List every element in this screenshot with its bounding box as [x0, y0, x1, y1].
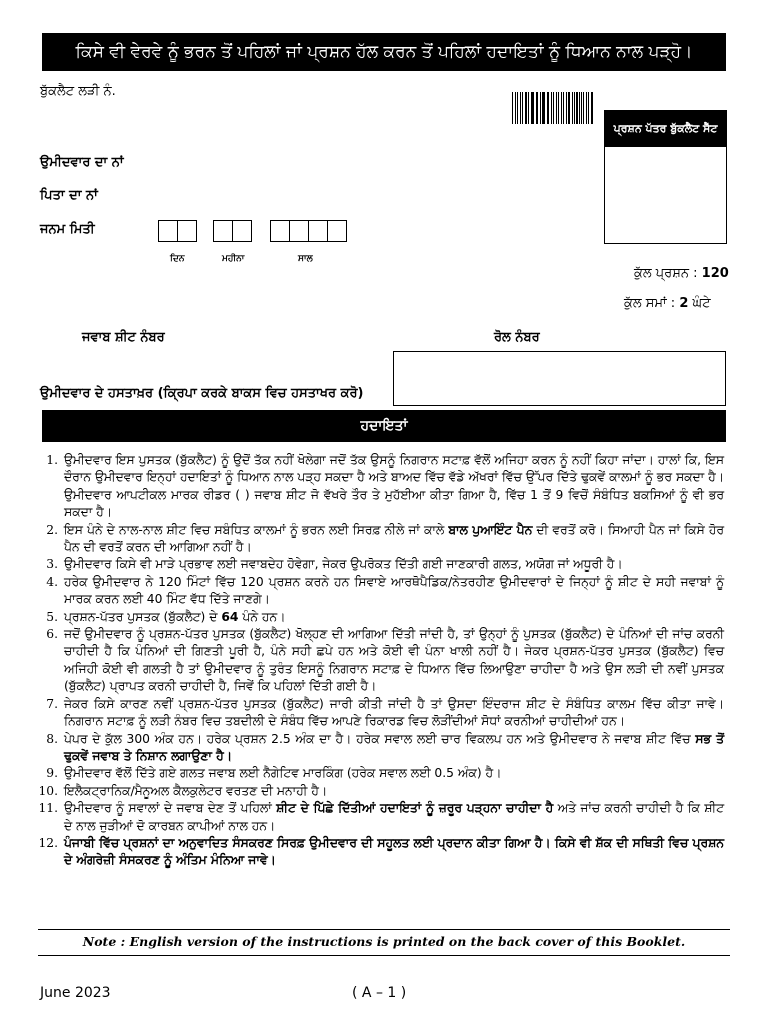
- instruction-number: 4.: [46, 574, 58, 589]
- barcode-bar: [525, 92, 527, 124]
- instruction-text-main: ਜਦੋਂ ਉਮੀਦਵਾਰ ਨੂੰ ਪ੍ਰਸ਼ਨ-ਪੱਤਰ ਪੁਸਤਕ (ਬੁੱਕਲੈਟ) ਖੋਲ੍ਹਣ ਦੀ ਆਗਿਆ ਦਿੱਤੀ ਜਾਂਦੀ ਹੈ, ਤਾਂ ਉਨ੍ਹਾਂ ਨੂੰ ਪੁਸਤਕ (ਬੁੱਕਲੈਟ) ਦੇ ਪੰਨਿਆਂ ਦੀ ਜਾਂਚ ਕਰਨੀ ਚਾਹੀਦੀ ਹੈ ਕਿ ਪੰਨਿਆਂ ਦੀ ਗਿਣਤੀ ਪੂਰੀ ਹੈ, ਪੰਨੇ ਸਹੀ ਛਪੇ ਹਨ ਅਤੇ ਕੋਈ ਵੀ ਪੰਨਾ ਖਾਲੀ ਨਹੀਂ ਹੈ। ਜੇਕਰ ਪ੍ਰਸ਼ਨ-ਪੱਤਰ ਪੁਸਤਕ (ਬੁੱਕਲੈਟ) ਵਿਚ ਅਜਿਹੀ ਕੋਈ ਵੀ ਗਲਤੀ ਹੈ ਤਾਂ ਉਮੀਦਵਾਰ ਨੂੰ ਤੁਰੰਤ ਇਸਨੂੰ ਨਿਗਰਾਨ ਸਟਾਫ਼ ਦੇ ਧਿਆਨ ਵਿੱਚ ਲਿਆਉਣਾ ਚਾਹੀਦਾ ਹੈ ਅਤੇ ਉਸ ਲੜੀ ਦੀ ਨਵੀਂ ਪੁਸਤਕ (ਬੁੱਕਲੈਟ) ਪ੍ਰਾਪਤ ਕਰਨੀ ਚਾਹੀਦੀ ਹੈ, ਜਿਵੇਂ ਕਿ ਪਹਿਲਾਂ ਦਿੱਤੀ ਗਈ ਹੈ।: [64, 627, 724, 694]
- barcode: [512, 92, 594, 124]
- barcode-bar: [574, 92, 575, 124]
- instruction-item: [34, 800, 724, 835]
- barcode-bar: [556, 92, 557, 124]
- instruction-item: [34, 574, 724, 609]
- instruction-text: [64, 696, 724, 731]
- instruction-text-bold: ਸ਼ੀਟ ਦੇ ਪਿੱਛੇ ਦਿੱਤੀਆਂ ਹਦਾਇਤਾਂ ਨੂੰ ਜ਼ਰੂਰ ਪੜ੍ਹਨਾ ਚਾਹੀਦਾ ਹੈ: [276, 801, 554, 816]
- barcode-bar: [591, 92, 593, 124]
- note-top-rule: [38, 929, 730, 930]
- instruction-number: 9.: [46, 766, 58, 781]
- instruction-item: [34, 609, 724, 626]
- instruction-number: 6.: [46, 627, 58, 642]
- total-time: [624, 296, 711, 311]
- instruction-text-main: ਉਮੀਦਵਾਰ ਵੱਲੋਂ ਦਿੱਤੇ ਗਏ ਗਲਤ ਜਵਾਬ ਲਈ ਨੈਗੇਟਿਵ ਮਾਰਕਿੰਗ (ਹਰੇਕ ਸਵਾਲ ਲਈ 0.5 ਅੰਕ) ਹੈ।: [64, 766, 502, 781]
- instruction-text: [64, 626, 724, 696]
- barcode-bar: [563, 92, 564, 124]
- total-questions-label: ਕੁੱਲ ਪ੍ਰਸ਼ਨ :: [634, 266, 698, 281]
- footer-code: ( A – 1 ): [352, 985, 407, 1001]
- instruction-number: 12.: [38, 835, 58, 850]
- instructions-header: [42, 410, 726, 442]
- instruction-item: [34, 783, 724, 800]
- instruction-text-bold: ਬਾਲ ਪੁਆਇੰਟ ਪੈਨ: [448, 522, 533, 537]
- answer-sheet-no-label: ਜਵਾਬ ਸ਼ੀਟ ਨੰਬਰ: [82, 330, 165, 345]
- dob-year-digit-3[interactable]: [308, 220, 328, 242]
- instruction-text: [64, 452, 724, 522]
- dob-label: ਜਨਮ ਮਿਤੀ: [40, 222, 95, 237]
- instruction-item: [34, 522, 724, 557]
- barcode-bar: [540, 92, 541, 124]
- instruction-text: [64, 522, 724, 557]
- dob-month-digit-2[interactable]: [232, 220, 252, 242]
- barcode-bar: [566, 92, 567, 124]
- barcode-bar: [512, 92, 513, 124]
- barcode-bar: [517, 92, 518, 124]
- instruction-item: [34, 731, 724, 766]
- candidate-name-label: ਉਮੀਦਵਾਰ ਦਾ ਨਾਂ: [40, 155, 124, 170]
- instruction-text-main: ਉਮੀਦਵਾਰ ਨੂੰ ਸਵਾਲਾਂ ਦੇ ਜਵਾਬ ਦੇਣ ਤੋਂ ਪਹਿਲਾਂ: [64, 801, 277, 816]
- barcode-bar: [547, 92, 548, 124]
- instruction-number: 7.: [46, 696, 58, 711]
- top-banner: [42, 33, 726, 71]
- instruction-number: 2.: [46, 522, 58, 537]
- total-time-value: 2: [679, 296, 689, 311]
- barcode-bar: [536, 92, 537, 124]
- instruction-number: 10.: [38, 783, 58, 798]
- instruction-text-main: ਪੇਪਰ ਦੇ ਕੁੱਲ 300 ਅੰਕ ਹਨ। ਹਰੇਕ ਪ੍ਰਸ਼ਨ 2.5 ਅੰਕ ਦਾ ਹੈ। ਹਰੇਕ ਸਵਾਲ ਲਈ ਚਾਰ ਵਿਕਲਪ ਹਨ ਅਤੇ ਉਮੀਦਵਾਰ ਨੇ ਜਵਾਬ ਸ਼ੀਟ ਵਿੱਚ: [64, 731, 691, 746]
- instruction-text: [64, 800, 724, 835]
- dob-day-label: ਦਿਨ: [170, 254, 185, 264]
- instruction-text: [64, 556, 724, 573]
- dob-year-label: ਸਾਲ: [298, 254, 313, 264]
- note-bottom-rule: [38, 955, 730, 956]
- instruction-text: [64, 835, 724, 870]
- barcode-bar: [583, 92, 584, 124]
- instructions-title: ਹਦਾਇਤਾਂ: [360, 418, 408, 434]
- instruction-text-main: ਪ੍ਰਸ਼ਨ-ਪੱਤਰ ਪੁਸਤਕ (ਬੁੱਕਲੈਟ) ਦੇ: [64, 609, 218, 624]
- barcode-bar: [515, 92, 516, 124]
- roll-no-label: ਰੋਲ ਨੰਬਰ: [494, 330, 540, 345]
- barcode-bar: [551, 92, 552, 124]
- barcode-bar: [520, 92, 521, 124]
- qp-booklet-set-box[interactable]: [604, 110, 727, 244]
- instruction-text-main: ਹਰੇਕ ਉਮੀਦਵਾਰ ਨੇ 120 ਮਿੰਟਾਂ ਵਿੱਚ 120 ਪ੍ਰਸ਼ਨ ਕਰਨੇ ਹਨ ਸਿਵਾਏ ਆਰਥੋਪੈਡਿਕ/ਨੇਤਰਹੀਣ ਉਮੀਦਵਾਰਾਂ ਦੇ ਜਿਨ੍ਹਾਂ ਨੂੰ ਸ਼ੀਟ ਦੇ ਸਹੀ ਜਵਾਬਾਂ ਨੂੰ ਮਾਰਕ ਕਰਨ ਲਈ 40 ਮਿੰਟ ਵੱਧ ਦਿੱਤੇ ਜਾਣਗੇ।: [64, 574, 724, 607]
- instruction-text-main: ਇਲੈਕਟ੍ਰਾਨਿਕ/ਮੈਨੂਅਲ ਕੈਲਕੁਲੇਟਰ ਵਰਤਣ ਦੀ ਮਨਾਹੀ ਹੈ।: [64, 783, 328, 798]
- instruction-text: [64, 783, 724, 800]
- instruction-item: [34, 452, 724, 522]
- total-questions-value: 120: [701, 266, 729, 281]
- barcode-bar: [572, 92, 573, 124]
- qp-booklet-set-title: ਪ੍ਰਸ਼ਨ ਪੱਤਰ ਬੁੱਕਲੈਟ ਸੈੱਟ: [605, 111, 726, 147]
- total-time-label: ਕੁੱਲ ਸਮਾਂ :: [624, 296, 676, 311]
- instruction-text-bold: ਪੰਜਾਬੀ ਵਿੱਚ ਪ੍ਰਸ਼ਨਾਂ ਦਾ ਅਨੁਵਾਦਿਤ ਸੰਸਕਰਣ ਸਿਰਫ਼ ਉਮੀਦਵਾਰ ਦੀ ਸਹੂਲਤ ਲਈ ਪ੍ਰਦਾਨ ਕੀਤਾ ਗਿਆ ਹੈ। ਕਿਸੇ ਵੀ ਸ਼ੱਕ ਦੀ ਸਥਿਤੀ ਵਿਚ ਪ੍ਰਸ਼ਨ ਦੇ ਅੰਗਰੇਜ਼ੀ ਸੰਸਕਰਣ ਨੂੰ ਅੰਤਿਮ ਮੰਨਿਆ ਜਾਵੇ।: [64, 835, 724, 868]
- barcode-bar: [522, 92, 523, 124]
- instruction-item: [34, 626, 724, 696]
- instruction-text-main: ਜੇਕਰ ਕਿਸੇ ਕਾਰਣ ਨਵੀਂ ਪ੍ਰਸ਼ਨ-ਪੱਤਰ ਪੁਸਤਕ (ਬੁੱਕਲੈਟ) ਜਾਰੀ ਕੀਤੀ ਜਾਂਦੀ ਹੈ ਤਾਂ ਉਸਦਾ ਇੰਦਰਾਜ ਸ਼ੀਟ ਦੇ ਸੰਬੰਧਿਤ ਕਾਲਮ ਵਿੱਚ ਕੀਤਾ ਜਾਵੇ। ਨਿਗਰਾਨ ਸਟਾਫ਼ ਨੂੰ ਲੜੀ ਨੰਬਰ ਵਿਚ ਤਬਦੀਲੀ ਦੇ ਸੰਬੰਧ ਵਿੱਚ ਆਪਣੇ ਰਿਕਾਰਡ ਵਿਚ ਲੋੜੀਂਦੀਆਂ ਸੋਧਾਂ ਕਰਨੀਆਂ ਚਾਹੀਦੀਆਂ ਹਨ।: [64, 696, 724, 729]
- barcode-bar: [558, 92, 559, 124]
- total-questions: [634, 266, 729, 281]
- instruction-item: [34, 765, 724, 782]
- instruction-text-bold: 64: [221, 609, 239, 624]
- barcode-bar: [548, 92, 549, 124]
- booklet-serial-label: ਬੁੱਕਲੈਟ ਲੜੀ ਨੰ.: [40, 84, 116, 99]
- instruction-item: [34, 556, 724, 573]
- instruction-text-after: ਦੀ ਵਰਤੋਂ ਕਰੋ। ਸਿਆਹੀ ਪੈਨ ਜਾਂ ਕਿਸੇ ਹੋਰ ਪੈਨ ਦੀ ਵਰਤੋਂ ਕਰਨ ਦੀ ਆਗਿਆ ਨਹੀਂ ਹੈ।: [64, 522, 724, 555]
- signature-box[interactable]: [393, 351, 726, 406]
- dob-day-digit-2[interactable]: [177, 220, 197, 242]
- barcode-bar: [553, 92, 554, 124]
- instruction-text-main: ਇਸ ਪੰਨੇ ਦੇ ਨਾਲ-ਨਾਲ ਸ਼ੀਟ ਵਿਚ ਸਬੰਧਿਤ ਕਾਲਮਾਂ ਨੂੰ ਭਰਨ ਲਈ ਸਿਰਫ਼ ਨੀਲੇ ਜਾਂ ਕਾਲੇ: [64, 522, 445, 537]
- instruction-text-bold: ਸਭ ਤੋਂ ਢੁਕਵੇਂ ਜਵਾਬ ਤੇ ਨਿਸ਼ਾਨ ਲਗਾਉਣਾ ਹੈ।: [64, 731, 724, 763]
- instruction-text: [64, 731, 724, 766]
- instruction-item: [34, 835, 724, 870]
- barcode-bar: [568, 92, 570, 124]
- dob-year-digit-1[interactable]: [270, 220, 290, 242]
- instruction-number: 1.: [46, 453, 58, 467]
- instruction-text: [64, 574, 724, 609]
- instruction-text: [64, 609, 724, 626]
- signature-label: ਉਮੀਦਵਾਰ ਦੇ ਹਸਤਾਖ਼ਰ (ਕ੍ਰਿਪਾ ਕਰਕੇ ਬਾਕਸ ਵਿਚ ਹਸਤਾਖਰ ਕਰੋ): [40, 386, 364, 401]
- barcode-bar: [542, 92, 544, 124]
- dob-year-digit-2[interactable]: [289, 220, 309, 242]
- barcode-bar: [586, 92, 587, 124]
- instruction-item: [34, 696, 724, 731]
- instruction-text: [64, 765, 724, 782]
- dob-month-digit-1[interactable]: [213, 220, 233, 242]
- instructions-list: [34, 452, 724, 870]
- barcode-bar: [579, 92, 580, 124]
- father-name-label: ਪਿਤਾ ਦਾ ਨਾਂ: [40, 188, 98, 203]
- barcode-bar: [537, 92, 538, 124]
- dob-year-digit-4[interactable]: [327, 220, 347, 242]
- total-time-unit: ਘੰਟੇ: [692, 296, 711, 311]
- instruction-text-after: ਅਤੇ ਜਾਂਚ ਕਰਨੀ ਚਾਹੀਦੀ ਹੈ ਕਿ ਸ਼ੀਟ ਦੇ ਨਾਲ ਜੁੜੀਆਂ ਦੋ ਕਾਰਬਨ ਕਾਪੀਆਂ ਨਾਲ ਹਨ।: [64, 801, 724, 833]
- barcode-bar: [561, 92, 562, 124]
- instruction-text-main: ਉਮੀਦਵਾਰ ਇਸ ਪੁਸਤਕ (ਬੁੱਕਲੈਟ) ਨੂੰ ਉਦੋਂ ਤੱਕ ਨਹੀਂ ਖੋਲੇਗਾ ਜਦੋਂ ਤੱਕ ਉਸਨੂੰ ਨਿਗਰਾਨ ਸਟਾਫ਼ ਵੱਲੋਂ ਅਜਿਹਾ ਕਰਨ ਨੂੰ ਨਹੀਂ ਕਿਹਾ ਜਾਂਦਾ। ਹਾਲਾਂ ਕਿ, ਇਸ ਦੌਰਾਨ ਉਮੀਦਵਾਰ ਇਨ੍ਹਾਂ ਹਦਾਇਤਾਂ ਨੂੰ ਧਿਆਨ ਨਾਲ ਪੜ੍ਹ ਸਕਦਾ ਹੈ ਅਤੇ ਬਾਅਦ ਵਿੱਚ ਵੱਡੇ ਅੱਖਰਾਂ ਵਿੱਚ ਉੱਪਰ ਦਿੱਤੇ ਢੁਕਵੇਂ ਕਾਲਮਾਂ ਨੂੰ ਭਰ ਸਕਦਾ ਹੈ। ਉਮੀਦਵਾਰ ਆਪਟੀਕਲ ਮਾਰਕ ਰੀਡਰ ( ) ਜਵਾਬ ਸ਼ੀਟ ਜੋ ਵੱਖਰੇ ਤੌਰ ਤੇ ਮੁਹੱਈਆ ਕੀਤਾ ਗਿਆ ਹੈ, ਵਿੱਚ 1 ਤੋਂ 9 ਵਿਚੋਂ ਸੰਬੰਧਿਤ ਬਕਸਿਆਂ ਨੂੰ ਵੀ ਭਰ ਸਕਦਾ ਹੈ।: [64, 453, 724, 520]
- instruction-number: 3.: [46, 557, 58, 572]
- banner-text: ਕਿਸੇ ਵੀ ਵੇਰਵੇ ਨੂੰ ਭਰਨ ਤੋਂ ਪਹਿਲਾਂ ਜਾਂ ਪ੍ਰਸ਼ਨ ਹੱਲ ਕਰਨ ਤੋਂ ਪਹਿਲਾਂ ਹਦਾਇਤਾਂ ਨੂੰ ਧਿਆਨ ਨਾਲ ਪੜ੍ਹੋ।: [75, 42, 693, 62]
- barcode-bar: [528, 92, 529, 124]
- instruction-number: 11.: [38, 801, 58, 816]
- barcode-bar: [531, 92, 532, 124]
- barcode-bar: [581, 92, 582, 124]
- barcode-bar: [588, 92, 589, 124]
- barcode-bar: [576, 92, 577, 124]
- instruction-text-after: ਪੰਨੇ ਹਨ।: [242, 609, 286, 624]
- instruction-number: 8.: [46, 731, 58, 746]
- instruction-text-main: ਉਮੀਦਵਾਰ ਕਿਸੇ ਵੀ ਮਾੜੇ ਪ੍ਰਭਾਵ ਲਈ ਜਵਾਬਦੇਹ ਹੋਵੇਗਾ, ਜੇਕਰ ਉਪਰੋਕਤ ਦਿੱਤੀ ਗਈ ਜਾਣਕਾਰੀ ਗਲਤ, ਅਯੋਗ ਜਾਂ ਅਧੂਰੀ ਹੈ।: [64, 557, 623, 572]
- dob-day-digit-1[interactable]: [158, 220, 178, 242]
- english-version-note: Note : English version of the instructions is printed on the back cover of this Booklet.: [82, 934, 686, 949]
- dob-month-label: ਮਹੀਨਾ: [222, 254, 245, 264]
- barcode-bar: [532, 92, 533, 124]
- footer-date: June 2023: [40, 985, 111, 1001]
- instruction-number: 5.: [46, 609, 58, 624]
